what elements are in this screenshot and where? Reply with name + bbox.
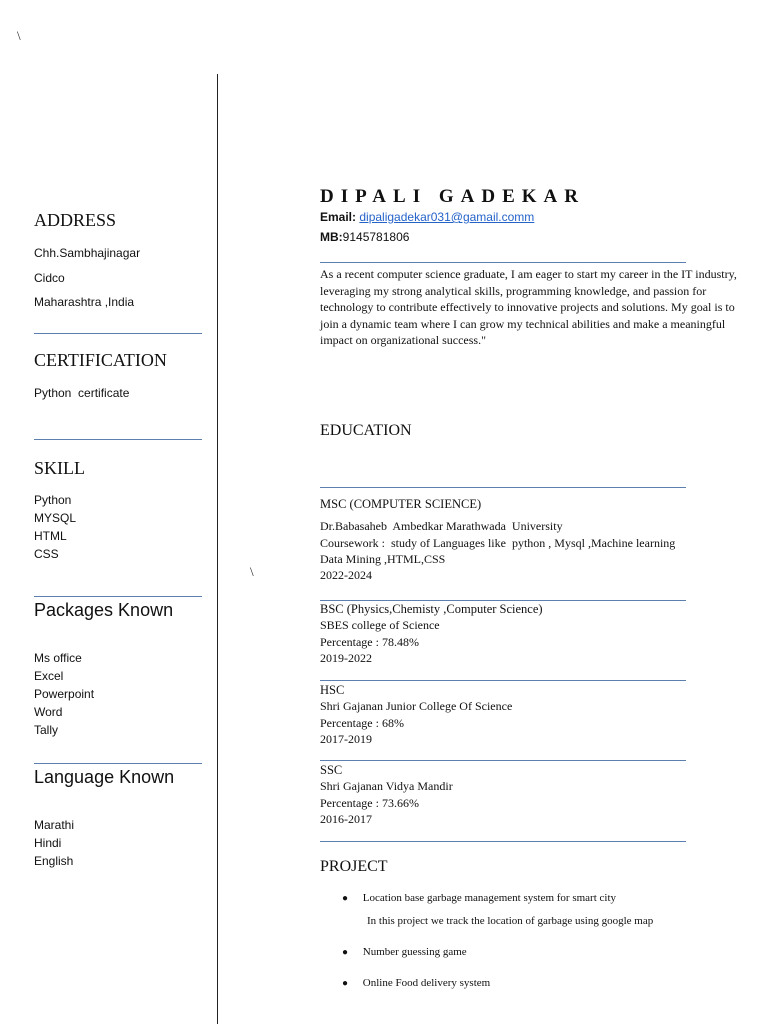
education-line: 2016-2017	[320, 811, 372, 826]
certification-heading: CERTIFICATION	[34, 350, 167, 370]
project-detail: In this project we track the location of garbage using google map	[367, 915, 654, 927]
sidebar-divider	[34, 763, 202, 764]
address-heading: ADDRESS	[34, 210, 117, 230]
bullet-icon: ●	[342, 947, 349, 958]
candidate-name: DIPALI GADEKAR	[320, 186, 585, 207]
education-line: Percentage : 68%	[320, 715, 404, 730]
header-divider	[320, 262, 686, 263]
summary-paragraph: As a recent computer science graduate, I am eager to start my career in the IT industry, leveraging my strong analytical skills, programming knowledge, and passion for technology to contribute effectively to innovative projects and solutions. My goal is to join a dynamic team where I can grow my technical abilities and make a meaningful impact on organizational success."	[320, 267, 737, 347]
skill-item: MYSQL	[34, 511, 77, 525]
certification-item: Python certificate	[34, 386, 130, 400]
education-heading: EDUCATION	[320, 422, 412, 439]
education-line: 2022-2024	[320, 568, 372, 583]
packages-heading: Packages Known	[34, 600, 174, 620]
education-line: Coursework : study of Languages like python , Mysql ,Machine learning	[320, 535, 676, 550]
education-line: 2017-2019	[320, 731, 372, 746]
language-item: Marathi	[34, 818, 75, 832]
skill-item: HTML	[34, 529, 67, 543]
education-line: Percentage : 73.66%	[320, 795, 419, 810]
education-divider	[320, 841, 686, 842]
skill-heading: SKILL	[34, 458, 85, 478]
education-entry-hsc	[320, 682, 512, 747]
education-entry-ssc	[320, 762, 453, 827]
email-label: Email:	[320, 210, 357, 224]
project-item	[342, 946, 467, 958]
project-title: Location base garbage management system for smart city	[362, 892, 617, 904]
bullet-icon: ●	[342, 893, 349, 904]
mobile-number: 9145781806	[342, 230, 410, 244]
package-item: Tally	[34, 723, 59, 737]
package-item: Powerpoint	[34, 687, 95, 701]
skill-item: CSS	[34, 547, 59, 561]
languages-heading: Language Known	[34, 767, 175, 787]
package-item: Ms office	[34, 651, 82, 665]
education-line: Percentage : 78.48%	[320, 634, 419, 649]
sidebar-divider	[34, 439, 202, 440]
project-title: Online Food delivery system	[362, 977, 491, 989]
education-line: SBES college of Science	[320, 618, 440, 633]
education-line: 2019-2022	[320, 650, 372, 665]
package-item: Excel	[34, 669, 64, 683]
education-line: Shri Gajanan Vidya Mandir	[320, 779, 453, 794]
sidebar-divider	[34, 596, 202, 597]
education-line: Dr.Babasaheb Ambedkar Marathwada University	[320, 519, 563, 534]
education-title: SSC	[320, 763, 343, 777]
package-item: Word	[34, 705, 63, 719]
address-line: Maharashtra ,India	[34, 295, 135, 309]
education-line: Data Mining ,HTML,CSS	[320, 551, 446, 566]
email-row	[320, 210, 534, 224]
bullet-icon: ●	[342, 978, 349, 989]
education-entry-bsc	[320, 601, 543, 666]
project-item	[342, 977, 490, 989]
email-link[interactable]: dipaligadekar031@gamail.comm	[359, 210, 535, 224]
education-title: HSC	[320, 683, 345, 697]
address-line: Chh.Sambhajinagar	[34, 246, 141, 260]
project-title: Number guessing game	[362, 946, 467, 958]
sidebar-divider	[34, 333, 202, 334]
mobile-label: MB:	[320, 230, 343, 244]
mobile-row	[320, 230, 409, 244]
education-line: Shri Gajanan Junior College Of Science	[320, 699, 513, 714]
education-divider	[320, 487, 686, 488]
education-title: BSC (Physics,Chemisty ,Computer Science)	[320, 602, 543, 616]
column-divider	[217, 74, 218, 1024]
skill-item: Python	[34, 493, 72, 507]
language-item: English	[34, 854, 74, 868]
education-title: MSC (COMPUTER SCIENCE)	[320, 497, 482, 511]
stray-mark-middle: \	[250, 564, 254, 579]
language-item: Hindi	[34, 836, 62, 850]
project-heading: PROJECT	[320, 858, 388, 875]
stray-mark-top: \	[17, 28, 21, 43]
project-item	[342, 892, 616, 904]
education-entry-msc	[320, 496, 675, 583]
education-divider	[320, 680, 686, 681]
education-divider	[320, 760, 686, 761]
address-line: Cidco	[34, 271, 65, 285]
